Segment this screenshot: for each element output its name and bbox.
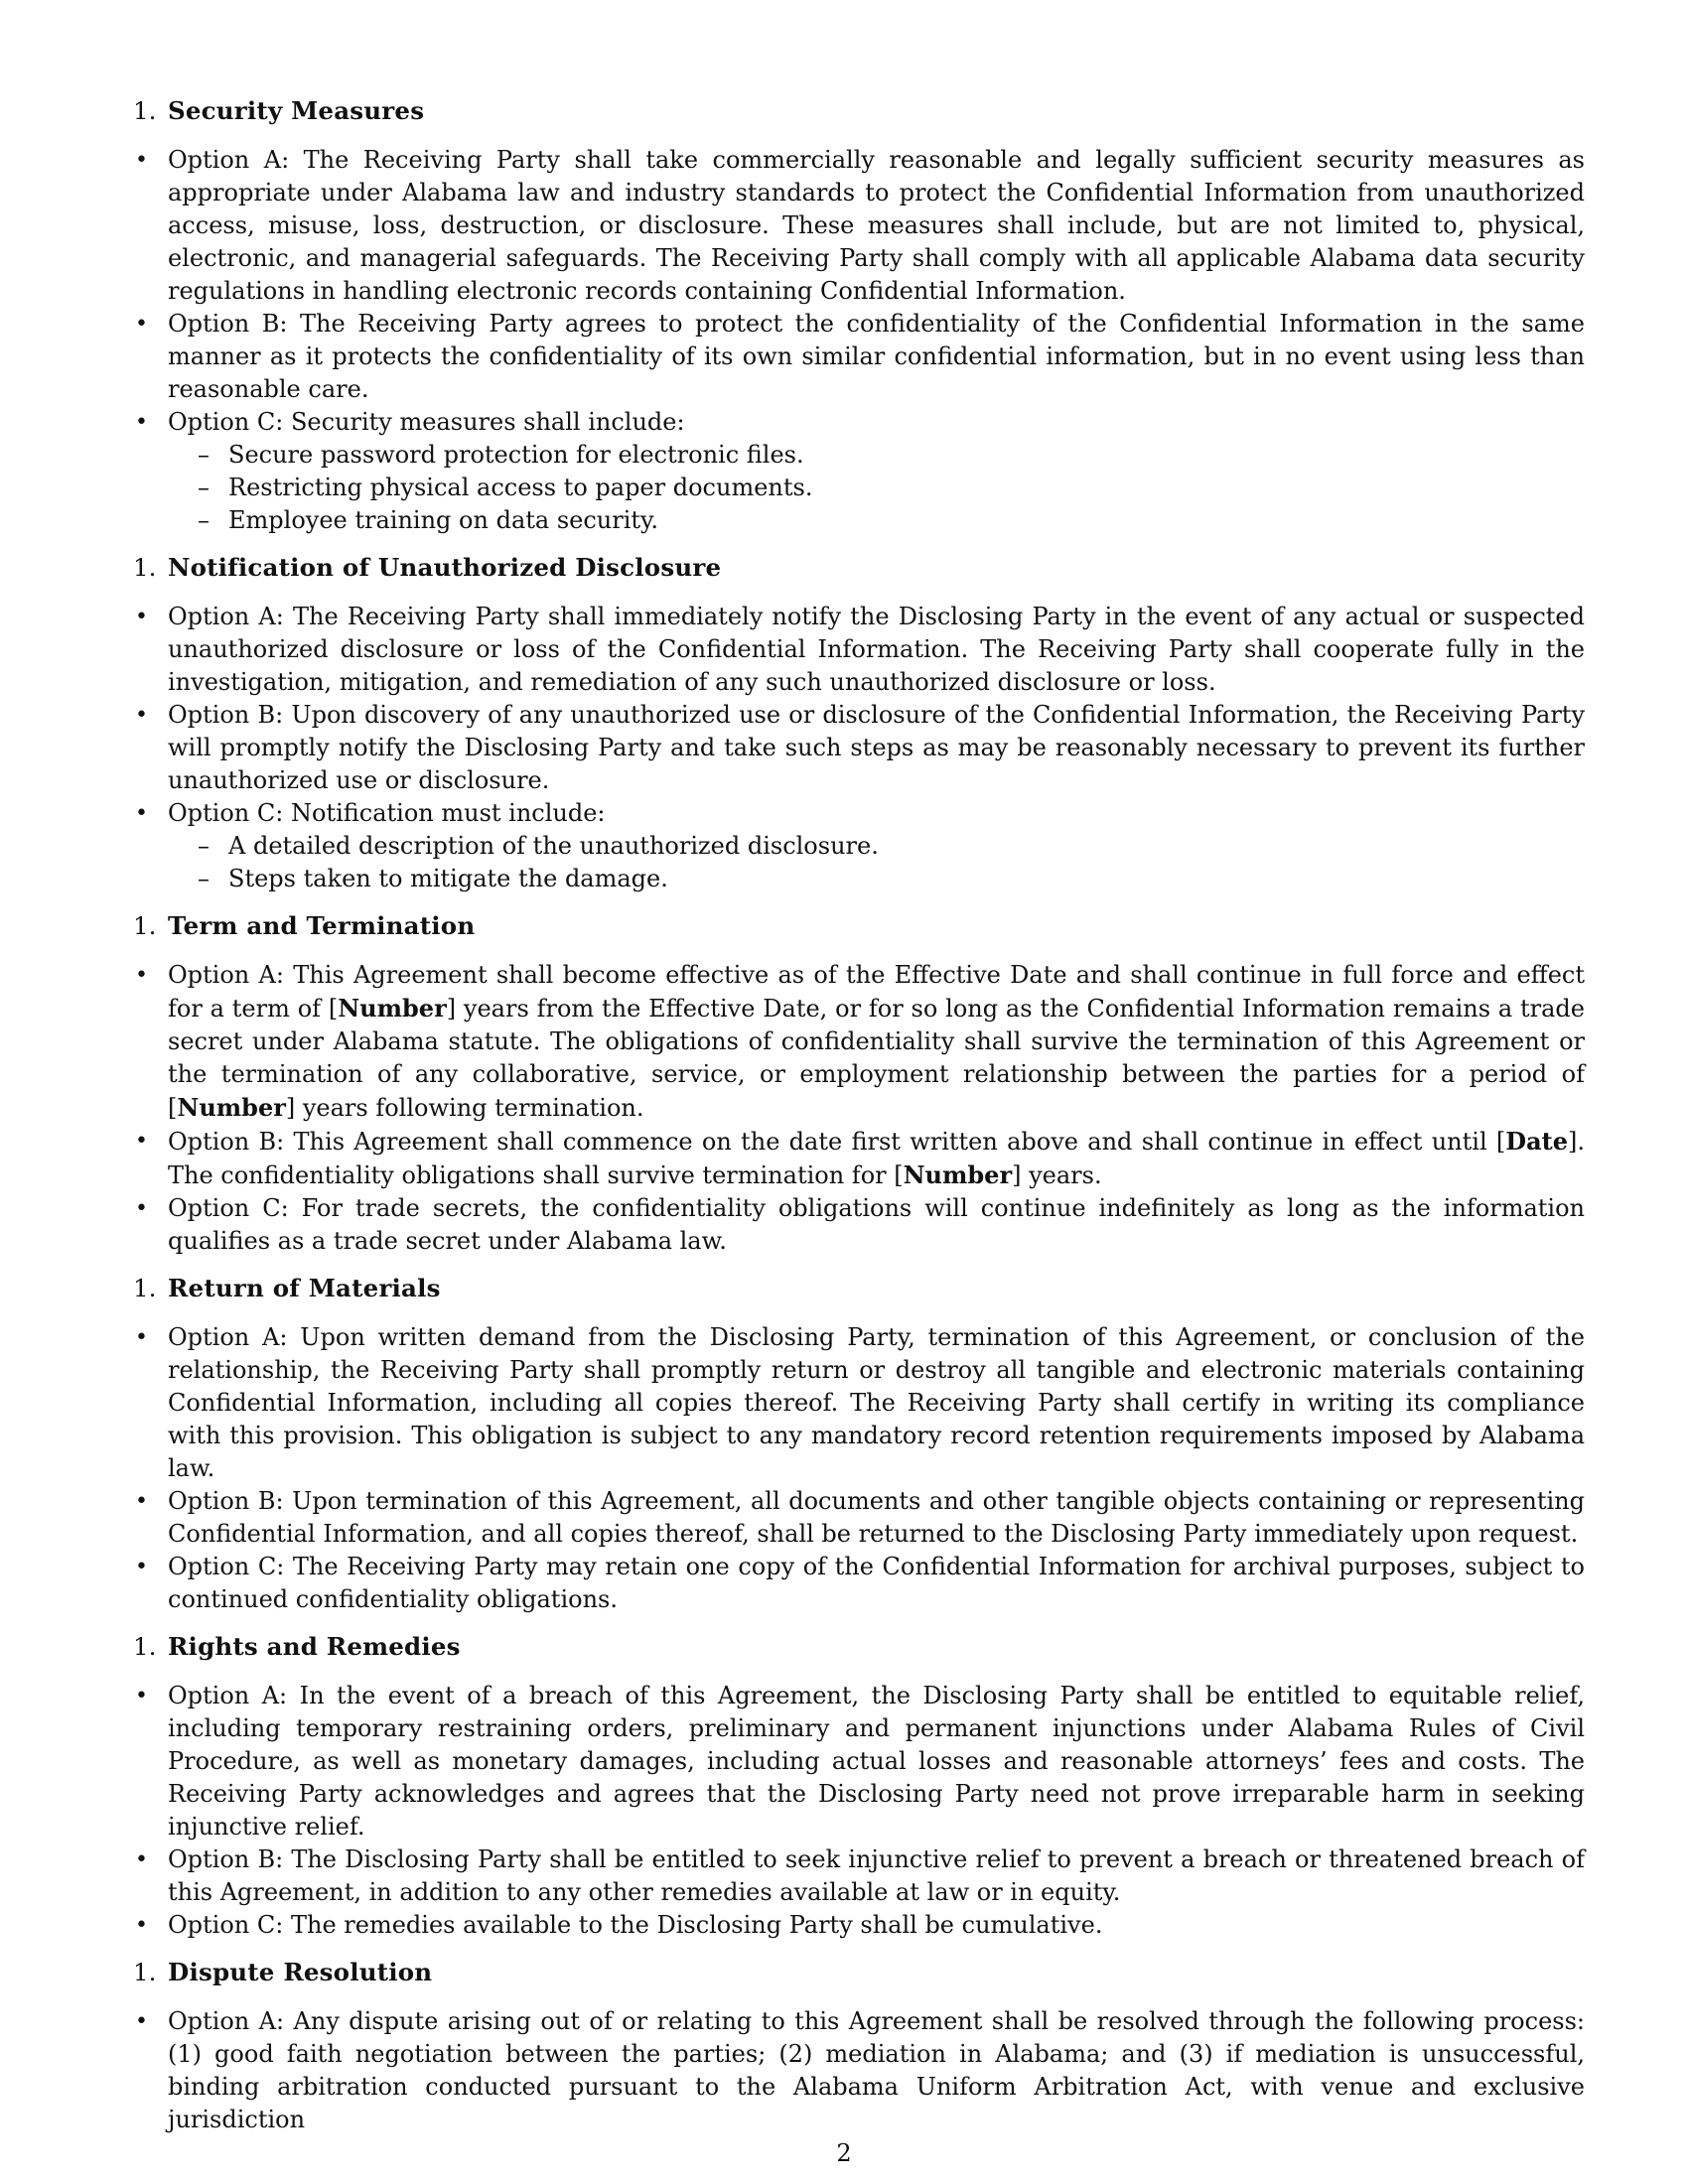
option-text: Option A: Any dispute arising out of or relating to this Agreement shall be resolved through the following process: (1) good faith negotiation between the parties; (2) mediation in Alabama; and (3) if mediation is unsuccessful, binding arbitration conducted pursuant to the Alabama Uniform Arbitration Act, with venue and exclusive jurisdiction bbox=[168, 2007, 1585, 2133]
sub-item: – Restricting physical access to paper documents. bbox=[168, 472, 1585, 504]
option-item bbox=[133, 144, 1585, 308]
option-item bbox=[133, 1125, 1585, 1192]
option-item bbox=[133, 308, 1585, 406]
option-item bbox=[133, 959, 1585, 1125]
option-text: Option A: The Receiving Party shall immediately notify the Disclosing Party in the event of any actual or suspected unauthorized disclosure or loss of the Confidential Information. The Receiving Party shall cooperate fully in the investigation, mitigation, and remediation of any such unauthorized disclosure or loss. bbox=[168, 603, 1585, 696]
section-number: 1. bbox=[133, 1632, 157, 1661]
section-title: Dispute Resolution bbox=[168, 1958, 433, 1986]
section bbox=[133, 1272, 1585, 1616]
section-title: Security Measures bbox=[168, 96, 425, 125]
option-list bbox=[133, 959, 1585, 1258]
option-text: Option A: Upon written demand from the Disclosing Party, termination of this Agreement, or conclusion of the relationship, the Receiving Party shall promptly return or destroy all tangible and electronic materials containing Confidential Information, including all copies thereof. The Receiving Party shall certify in writing its compliance with this provision. This obligation is subject to any mandatory record retention requirements imposed by Alabama law. bbox=[168, 1323, 1585, 1482]
option-text: Option B: The Disclosing Party shall be entitled to seek injunctive relief to prevent a breach or threatened breach of this Agreement, in addition to any other remedies available at law or in equity. bbox=[168, 1845, 1585, 1906]
sub-list bbox=[168, 439, 1585, 537]
option-item bbox=[133, 797, 1585, 895]
section-number: 1. bbox=[133, 911, 157, 940]
option-item bbox=[133, 1843, 1585, 1909]
option-list bbox=[133, 1680, 1585, 1942]
section bbox=[133, 94, 1585, 537]
option-text: Option C: For trade secrets, the confidentiality obligations will continue indefinitely as long as the information qualifies as a trade secret under Alabama law. bbox=[168, 1194, 1585, 1255]
document-body bbox=[133, 94, 1585, 2150]
section-title: Rights and Remedies bbox=[168, 1632, 461, 1661]
sub-item: – Secure password protection for electronic files. bbox=[168, 439, 1585, 472]
page-number: 2 bbox=[836, 2139, 852, 2167]
option-text: Option B: Upon discovery of any unauthorized use or disclosure of the Confidential Information, the Receiving Party will promptly notify the Disclosing Party and take such steps as may be reasonably necessary to prevent its further unauthorized use or disclosure. bbox=[168, 701, 1585, 794]
option-text: Option C: Notification must include: bbox=[168, 799, 606, 827]
option-item bbox=[133, 1909, 1585, 1942]
sub-list bbox=[168, 830, 1585, 895]
option-item bbox=[133, 1321, 1585, 1485]
option-text: Option A: In the event of a breach of this Agreement, the Disclosing Party shall be entitled to equitable relief, including temporary restraining orders, preliminary and permanent injunctions under Alabama Rules of Civil Procedure, as well as monetary damages, including actual losses and reasonable attorneys’ fees and costs. The Receiving Party acknowledges and agrees that the Disclosing Party need not prove irreparable harm in seeking injunctive relief. bbox=[168, 1682, 1585, 1841]
option-text: Option C: Security measures shall include: bbox=[168, 408, 685, 436]
option-item bbox=[133, 601, 1585, 699]
option-item bbox=[133, 1485, 1585, 1551]
section-heading bbox=[133, 1272, 1585, 1305]
option-list bbox=[133, 601, 1585, 895]
section-number: 1. bbox=[133, 1958, 157, 1986]
section-heading bbox=[133, 909, 1585, 943]
option-item bbox=[133, 1192, 1585, 1258]
option-item bbox=[133, 406, 1585, 537]
placeholder-text: Date bbox=[1505, 1127, 1568, 1156]
option-text: Option A: The Receiving Party shall take commercially reasonable and legally sufficient security measures as appropriate under Alabama law and industry standards to protect the Confidential Information from unauthorized access, misuse, loss, destruction, or disclosure. These measures shall include, but are not limited to, physical, electronic, and managerial safeguards. The Receiving Party shall comply with all applicable Alabama data security regulations in handling electronic records containing Confidential Information. bbox=[168, 146, 1585, 305]
option-list bbox=[133, 2005, 1585, 2136]
sub-item: – Steps taken to mitigate the damage. bbox=[168, 863, 1585, 895]
section-number: 1. bbox=[133, 553, 157, 582]
option-item bbox=[133, 1680, 1585, 1843]
section bbox=[133, 1956, 1585, 2136]
option-text: Option B: This Agreement shall commence on the date first written above and shall continue in effect until [Date]. The confidentiality obligations shall survive termination for [Number] years. bbox=[168, 1127, 1585, 1189]
section-number: 1. bbox=[133, 1274, 157, 1302]
section bbox=[133, 1630, 1585, 1942]
option-text: Option B: Upon termination of this Agreement, all documents and other tangible objects containing or representing Confidential Information, and all copies thereof, shall be returned to the Disclosing Party immediately upon request. bbox=[168, 1487, 1585, 1548]
placeholder-text: Number bbox=[903, 1160, 1013, 1189]
section-heading bbox=[133, 94, 1585, 128]
option-item bbox=[133, 2005, 1585, 2136]
section-heading bbox=[133, 1630, 1585, 1664]
placeholder-text: Number bbox=[177, 1093, 286, 1122]
section bbox=[133, 551, 1585, 895]
section-title: Term and Termination bbox=[168, 911, 476, 940]
section-heading bbox=[133, 551, 1585, 585]
option-list bbox=[133, 1321, 1585, 1616]
option-item bbox=[133, 699, 1585, 797]
option-text: Option A: This Agreement shall become effective as of the Effective Date and shall continue in full force and effect for a term of [Number] years from the Effective Date, or for so long as the Confidential Information remains a trade secret under Alabama statute. The obligations of confidentiality shall survive the termination of this Agreement or the termination of any collaborative, service, or employment relationship between the parties for a period of [Number] years following termination. bbox=[168, 961, 1585, 1122]
placeholder-text: Number bbox=[338, 994, 447, 1023]
section-number: 1. bbox=[133, 96, 157, 125]
section-title: Notification of Unauthorized Disclosure bbox=[168, 553, 722, 582]
section-title: Return of Materials bbox=[168, 1274, 441, 1302]
option-text: Option C: The Receiving Party may retain one copy of the Confidential Information for archival purposes, subject to continued confidentiality obligations. bbox=[168, 1553, 1585, 1613]
sub-item: – Employee training on data security. bbox=[168, 504, 1585, 537]
option-list bbox=[133, 144, 1585, 537]
option-item bbox=[133, 1551, 1585, 1616]
section-heading bbox=[133, 1956, 1585, 1989]
section bbox=[133, 909, 1585, 1258]
option-text: Option C: The remedies available to the Disclosing Party shall be cumulative. bbox=[168, 1911, 1103, 1939]
option-text: Option B: The Receiving Party agrees to protect the confidentiality of the Confidential Information in the same manner as it protects the confidentiality of its own similar confidential information, but in no event using less than reasonable care. bbox=[168, 310, 1585, 403]
sub-item: – A detailed description of the unauthorized disclosure. bbox=[168, 830, 1585, 863]
